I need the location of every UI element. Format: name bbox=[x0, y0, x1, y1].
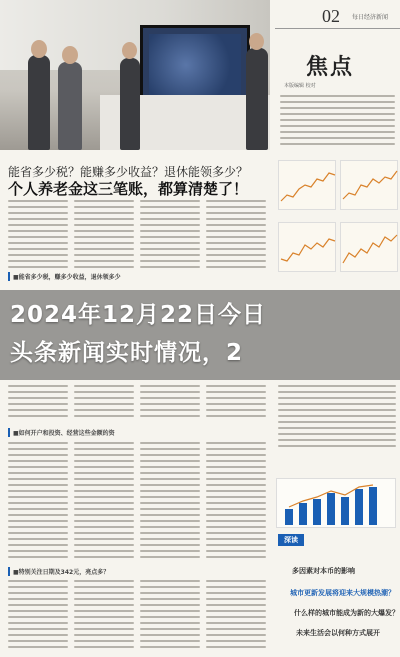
right-headline: 城市更新发展将迎来大规模热潮？ bbox=[290, 589, 395, 597]
text-block bbox=[206, 385, 266, 421]
text-block bbox=[140, 200, 200, 272]
mini-chart bbox=[278, 222, 336, 272]
issue-number: 02 bbox=[322, 6, 340, 26]
headline-main: 个人养老金这三笔账，都算清楚了！ bbox=[8, 180, 249, 198]
text-block bbox=[74, 385, 134, 421]
photo-person bbox=[58, 62, 82, 150]
text-block bbox=[278, 385, 396, 451]
section-title: 焦点 bbox=[306, 54, 355, 80]
right-headline: 多因素对本币的影响 bbox=[292, 567, 355, 575]
mini-chart bbox=[278, 160, 336, 210]
section-subtitle: 本版编辑 校对 bbox=[284, 83, 316, 89]
news-photo bbox=[0, 0, 270, 150]
sub-heading: ■特别关注日期及342元，亮点多？ bbox=[8, 567, 109, 576]
sub-heading: ■能省多少税，赚多少收益，退休领多少 bbox=[8, 272, 121, 281]
photo-screen bbox=[149, 34, 241, 96]
photo-person-head bbox=[122, 42, 137, 59]
photo-person bbox=[246, 48, 268, 150]
sub-heading: ■如何开户和投资、经营这些金额的资 bbox=[8, 428, 115, 437]
photo-person-head bbox=[249, 33, 264, 50]
text-block bbox=[140, 442, 200, 562]
photo-monitor bbox=[140, 25, 250, 105]
issue-tag: 每日经济新闻 bbox=[352, 14, 389, 21]
text-block bbox=[206, 200, 266, 272]
text-block bbox=[280, 95, 395, 149]
header-rule bbox=[275, 28, 400, 29]
photo-person bbox=[120, 58, 140, 150]
photo-person bbox=[28, 55, 50, 150]
text-block bbox=[74, 200, 134, 272]
text-block bbox=[8, 580, 68, 652]
text-block bbox=[74, 442, 134, 562]
text-block bbox=[8, 385, 68, 421]
deep-read-badge: 深读 bbox=[278, 534, 304, 546]
text-block bbox=[206, 442, 266, 562]
bar-graphic bbox=[276, 478, 396, 528]
mini-chart-svg bbox=[279, 161, 337, 211]
text-block bbox=[206, 580, 266, 652]
photo-person-head bbox=[31, 40, 47, 58]
mini-chart-svg bbox=[341, 161, 399, 211]
bar-graphic-svg bbox=[277, 479, 397, 529]
overlay-title-line2: 头条新闻实时情况，2 bbox=[10, 340, 244, 366]
mini-chart-svg bbox=[341, 223, 399, 273]
text-block bbox=[74, 580, 134, 652]
mini-chart-svg bbox=[279, 223, 337, 273]
right-headline: 未来生活会以何种方式展开 bbox=[296, 629, 380, 637]
text-block bbox=[140, 580, 200, 652]
overlay-title-line1: 2024年12月22日今日 bbox=[10, 302, 267, 328]
headline-top: 能省多少税？能赚多少收益？退休能领多少？ bbox=[8, 165, 249, 179]
right-headline: 什么样的城市能成为新的大爆发？ bbox=[294, 609, 399, 617]
text-block bbox=[8, 200, 68, 272]
mini-chart bbox=[340, 222, 398, 272]
text-block bbox=[140, 385, 200, 421]
photo-person-head bbox=[62, 46, 78, 64]
text-block bbox=[8, 442, 68, 562]
mini-chart bbox=[340, 160, 398, 210]
